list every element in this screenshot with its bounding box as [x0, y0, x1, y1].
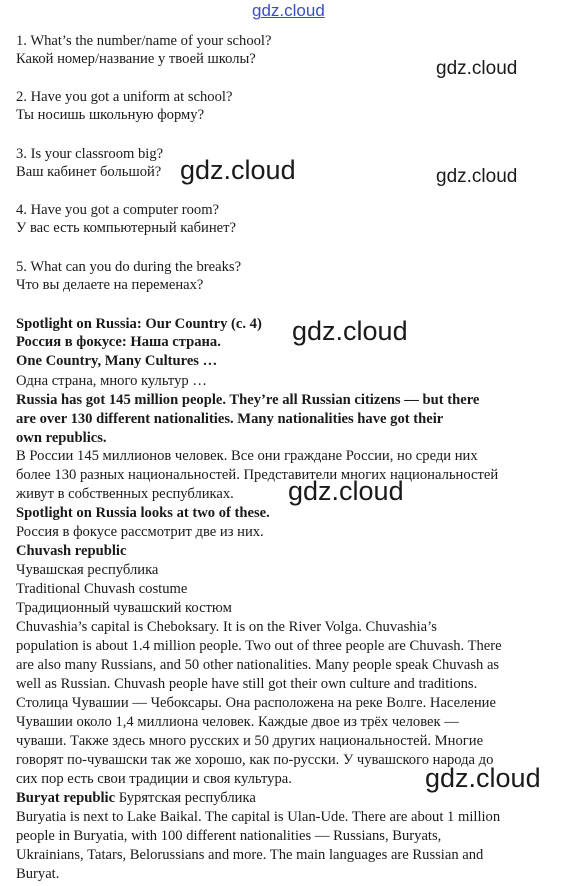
- buryat-en-line: Ukrainians, Tatars, Belorussians and more. The main languages are Russian and: [16, 847, 484, 863]
- question-en: 4. Have you got a computer room?: [16, 202, 220, 218]
- intro-en-line: Russia has got 145 million people. They’re all Russian citizens — but there: [16, 392, 480, 408]
- looks-text-ru: Россия в фокусе рассмотрит две из них.: [16, 524, 264, 540]
- chuvash-ru-line: Чувашии около 1,4 миллиона человек. Каждые двое из трёх человек —: [16, 714, 459, 730]
- chuvash-ru-line: чуваши. Также здесь много русских и 50 других национальностей. Многие: [16, 733, 484, 749]
- question-ru: У вас есть компьютерный кабинет?: [16, 220, 237, 236]
- chuvash-ru-line: говорят по-чувашски так же хорошо, как по-русски. У чувашского народа до: [16, 752, 494, 768]
- watermark: gdz.cloud: [436, 166, 518, 187]
- buryat-en-line: Buryat.: [16, 866, 60, 882]
- section-heading: Spotlight on Russia: Our Country (c. 4): [16, 316, 262, 332]
- costume-caption: Traditional Chuvash costume: [16, 581, 188, 597]
- question-en: 2. Have you got a uniform at school?: [16, 89, 233, 105]
- question-en: 3. Is your classroom big?: [16, 146, 164, 162]
- buryat-heading: Buryat republic: [16, 790, 116, 806]
- question-en: 5. What can you do during the breaks?: [16, 259, 242, 275]
- looks-text: Spotlight on Russia looks at two of these.: [16, 505, 270, 521]
- question-ru: Что вы делаете на переменах?: [16, 277, 204, 293]
- intro-ru-line: живут в собственных республиках.: [16, 486, 234, 502]
- section-subheading: One Country, Many Cultures …: [16, 353, 218, 369]
- buryat-en-line: people in Buryatia, with 100 different nationalities — Russians, Buryats,: [16, 828, 442, 844]
- buryat-en-line: Buryatia is next to Lake Baikal. The capital is Ulan-Ude. There are about 1 million: [16, 809, 501, 825]
- watermark: gdz.cloud: [425, 763, 541, 793]
- watermark: gdz.cloud: [180, 155, 296, 185]
- watermark-top[interactable]: gdz.cloud: [252, 1, 325, 20]
- intro-ru-line: более 130 разных национальностей. Представители многих национальностей: [16, 467, 499, 483]
- question-ru: Ты носишь школьную форму?: [16, 107, 205, 123]
- intro-ru-line: В России 145 миллионов человек. Все они граждане России, но среди них: [16, 448, 478, 464]
- watermark: gdz.cloud: [292, 316, 408, 346]
- question-ru: Какой номер/название у твоей школы?: [16, 51, 256, 67]
- buryat-heading-ru: Бурятская республика: [118, 790, 256, 806]
- section-heading-ru: Россия в фокусе: Наша страна.: [16, 334, 221, 350]
- question-en: 1. What’s the number/name of your school?: [16, 33, 272, 49]
- chuvash-en-line: Chuvashia’s capital is Cheboksary. It is on the River Volga. Chuvashia’s: [16, 619, 437, 635]
- costume-caption-ru: Традиционный чувашский костюм: [16, 600, 232, 616]
- chuvash-en-line: population is about 1.4 million people. Two out of three people are Chuvash. There: [16, 638, 502, 654]
- chuvash-en-line: well as Russian. Chuvash people have still got their own culture and traditions.: [16, 676, 478, 692]
- watermark: gdz.cloud: [288, 476, 404, 506]
- chuvash-ru-line: Столица Чувашии — Чебоксары. Она расположена на реке Волге. Население: [16, 695, 496, 711]
- intro-en-line: own republics.: [16, 430, 107, 446]
- chuvash-heading: Chuvash republic: [16, 543, 127, 559]
- chuvash-ru-line: сих пор есть свои традиции и своя культура.: [16, 771, 292, 787]
- chuvash-en-line: are also many Russians, and 50 other nationalities. Many people speak Chuvash as: [16, 657, 500, 673]
- intro-en-line: are over 130 different nationalities. Many nationalities have got their: [16, 411, 444, 427]
- chuvash-heading-ru: Чувашская республика: [16, 562, 159, 578]
- buryat-heading-line: [16, 789, 256, 807]
- watermark: gdz.cloud: [436, 58, 518, 79]
- question-ru: Ваш кабинет большой?: [16, 164, 162, 180]
- section-subheading-ru: Одна страна, много культур …: [16, 373, 207, 389]
